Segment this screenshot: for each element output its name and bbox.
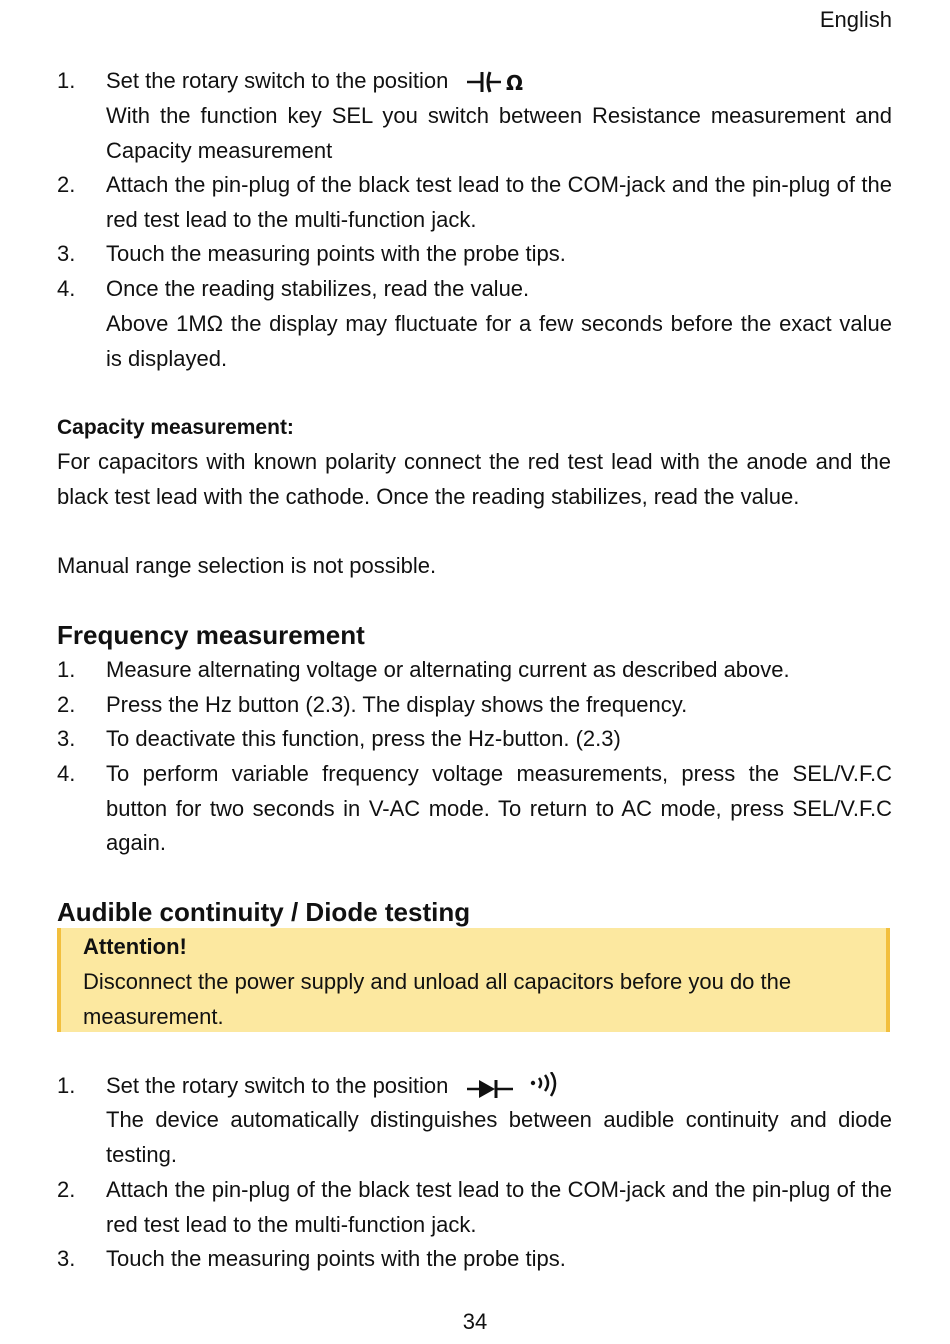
step-text: Set the rotary switch to the position <box>106 1073 449 1098</box>
list-item: Attach the pin-plug of the black test lead to the COM-jack and the pin-plug of the red test lead to the multi-function jack. <box>106 1177 892 1237</box>
step-note: The device automatically distinguishes between audible continuity and diode testing. <box>106 1107 892 1167</box>
step-note: With the function key SEL you switch between Resistance measurement and Capacity measurement <box>106 103 892 163</box>
step-number: 1. <box>57 68 76 93</box>
step-number: 2. <box>57 172 76 197</box>
paragraph: Manual range selection is not possible. <box>57 553 437 578</box>
step-number: 2. <box>57 692 76 717</box>
list-item: To perform variable frequency voltage measurements, press the SEL/V.F.C button for two seconds in V-AC mode. To return to AC mode, press SEL/V.F.C again. <box>106 761 892 856</box>
step-number: 1. <box>57 657 76 682</box>
diode-buzzer-icon <box>465 1072 565 1102</box>
list-item: To deactivate this function, press the Hz-button. (2.3) <box>106 726 621 751</box>
step-number: 1. <box>57 1073 76 1098</box>
language-label: English <box>819 7 892 32</box>
list-item: Measure alternating voltage or alternating current as described above. <box>106 657 790 682</box>
svg-text:Ω: Ω <box>505 71 523 95</box>
list-item: Touch the measuring points with the probe tips. <box>106 1246 566 1271</box>
list-item <box>106 1069 892 1104</box>
list-item: Attach the pin-plug of the black test lead to the COM-jack and the pin-plug of the red test lead to the multi-function jack. <box>106 172 892 232</box>
paragraph: For capacitors with known polarity connect the red test lead with the anode and the black test lead with the cathode. Once the reading stabilizes, read the value. <box>57 449 891 509</box>
page-number: 34 <box>462 1309 488 1334</box>
step-number: 2. <box>57 1177 76 1202</box>
list-item: Touch the measuring points with the probe tips. <box>106 241 566 266</box>
section-subtitle: Capacity measurement: <box>57 416 294 439</box>
attention-text: Disconnect the power supply and unload all capacitors before you do the measurement. <box>83 969 792 1029</box>
list-item <box>106 64 892 99</box>
attention-box <box>57 928 890 1032</box>
step-number: 3. <box>57 726 76 751</box>
step-note: Above 1MΩ the display may fluctuate for a few seconds before the exact value is displayed. <box>106 311 892 371</box>
step-number: 4. <box>57 761 76 786</box>
step-text: Set the rotary switch to the position <box>106 68 449 93</box>
section-heading: Audible continuity / Diode testing <box>57 897 471 927</box>
attention-title: Attention! <box>83 934 187 959</box>
list-item: Press the Hz button (2.3). The display shows the frequency. <box>106 692 688 717</box>
capacitor-ohm-icon <box>465 70 541 94</box>
step-number: 4. <box>57 276 76 301</box>
step-number: 3. <box>57 1246 76 1271</box>
list-item: Once the reading stabilizes, read the value. <box>106 276 530 301</box>
step-number: 3. <box>57 241 76 266</box>
section-heading: Frequency measurement <box>57 620 365 650</box>
